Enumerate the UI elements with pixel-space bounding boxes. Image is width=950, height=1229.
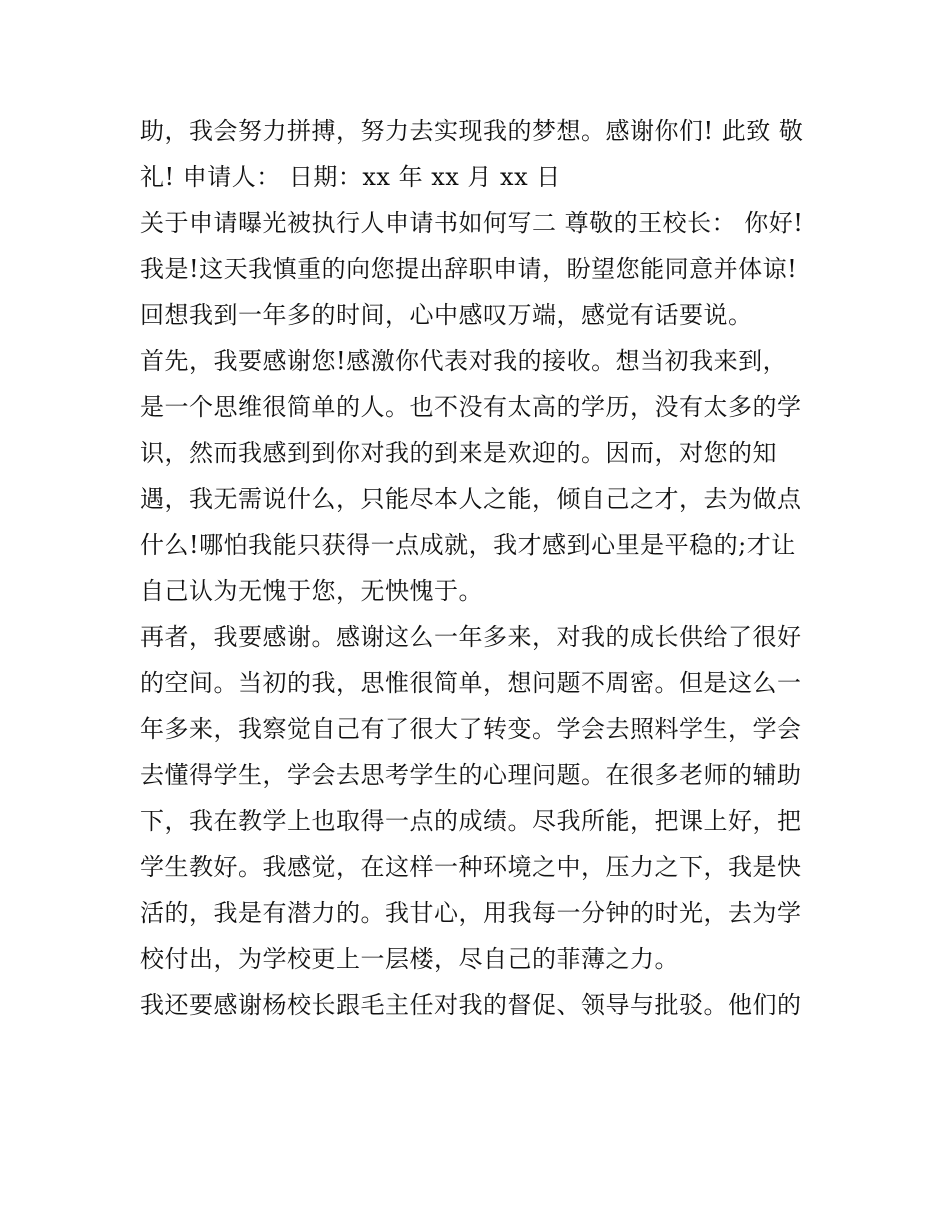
text-line: 再者，我要感谢。感谢这么一年多来，对我的成长供给了很好 (140, 623, 802, 651)
text-line: 什么!哪怕我能只获得一点成就，我才感到心里是平稳的;才让 (140, 531, 796, 559)
text-line: 是一个思维很简单的人。也不没有太高的学历，没有太多的学 (140, 393, 802, 421)
text-line: 校付出，为学校更上一层楼，尽自己的菲薄之力。 (140, 945, 679, 973)
text-line: 下，我在教学上也取得一点的成绩。尽我所能，把课上好，把 (140, 807, 802, 835)
text-line: 助，我会努力拼搏，努力去实现我的梦想。感谢你们! 此致 敬 (140, 117, 804, 145)
document-body (140, 108, 820, 1028)
text-line: 我还要感谢杨校长跟毛主任对我的督促、领导与批驳。他们的 (140, 991, 802, 1019)
text-line: 回想我到一年多的时间，心中感叹万端，感觉有话要说。 (140, 301, 753, 329)
text-line: 遇，我无需说什么，只能尽本人之能，倾自己之才，去为做点 (140, 485, 802, 513)
text-line: 的空间。当初的我，思惟很简单，想问题不周密。但是这么一 (140, 669, 802, 697)
text-line: 年多来，我察觉自己有了很大了转变。学会去照料学生，学会 (140, 715, 802, 743)
text-line: 礼! 申请人： 日期：xx 年 xx 月 xx 日 (140, 163, 561, 191)
text-line: 活的，我是有潜力的。我甘心，用我每一分钟的时光，去为学 (140, 899, 802, 927)
text-line: 自己认为无愧于您，无怏愧于。 (140, 577, 483, 605)
text-line: 首先，我要感谢您!感激你代表对我的接收。想当初我来到， (140, 347, 788, 375)
text-line: 去懂得学生，学会去思考学生的心理问题。在很多老师的辅助 (140, 761, 802, 789)
text-line: 学生教好。我感觉，在这样一种环境之中，压力之下，我是快 (140, 853, 802, 881)
text-line: 关于申请曝光被执行人申请书如何写二 尊敬的王校长： 你好! (140, 209, 804, 237)
text-line: 识，然而我感到到你对我的到来是欢迎的。因而，对您的知 (140, 439, 777, 467)
text-line: 我是!这天我慎重的向您提出辞职申请，盼望您能同意并体谅! (140, 255, 798, 283)
